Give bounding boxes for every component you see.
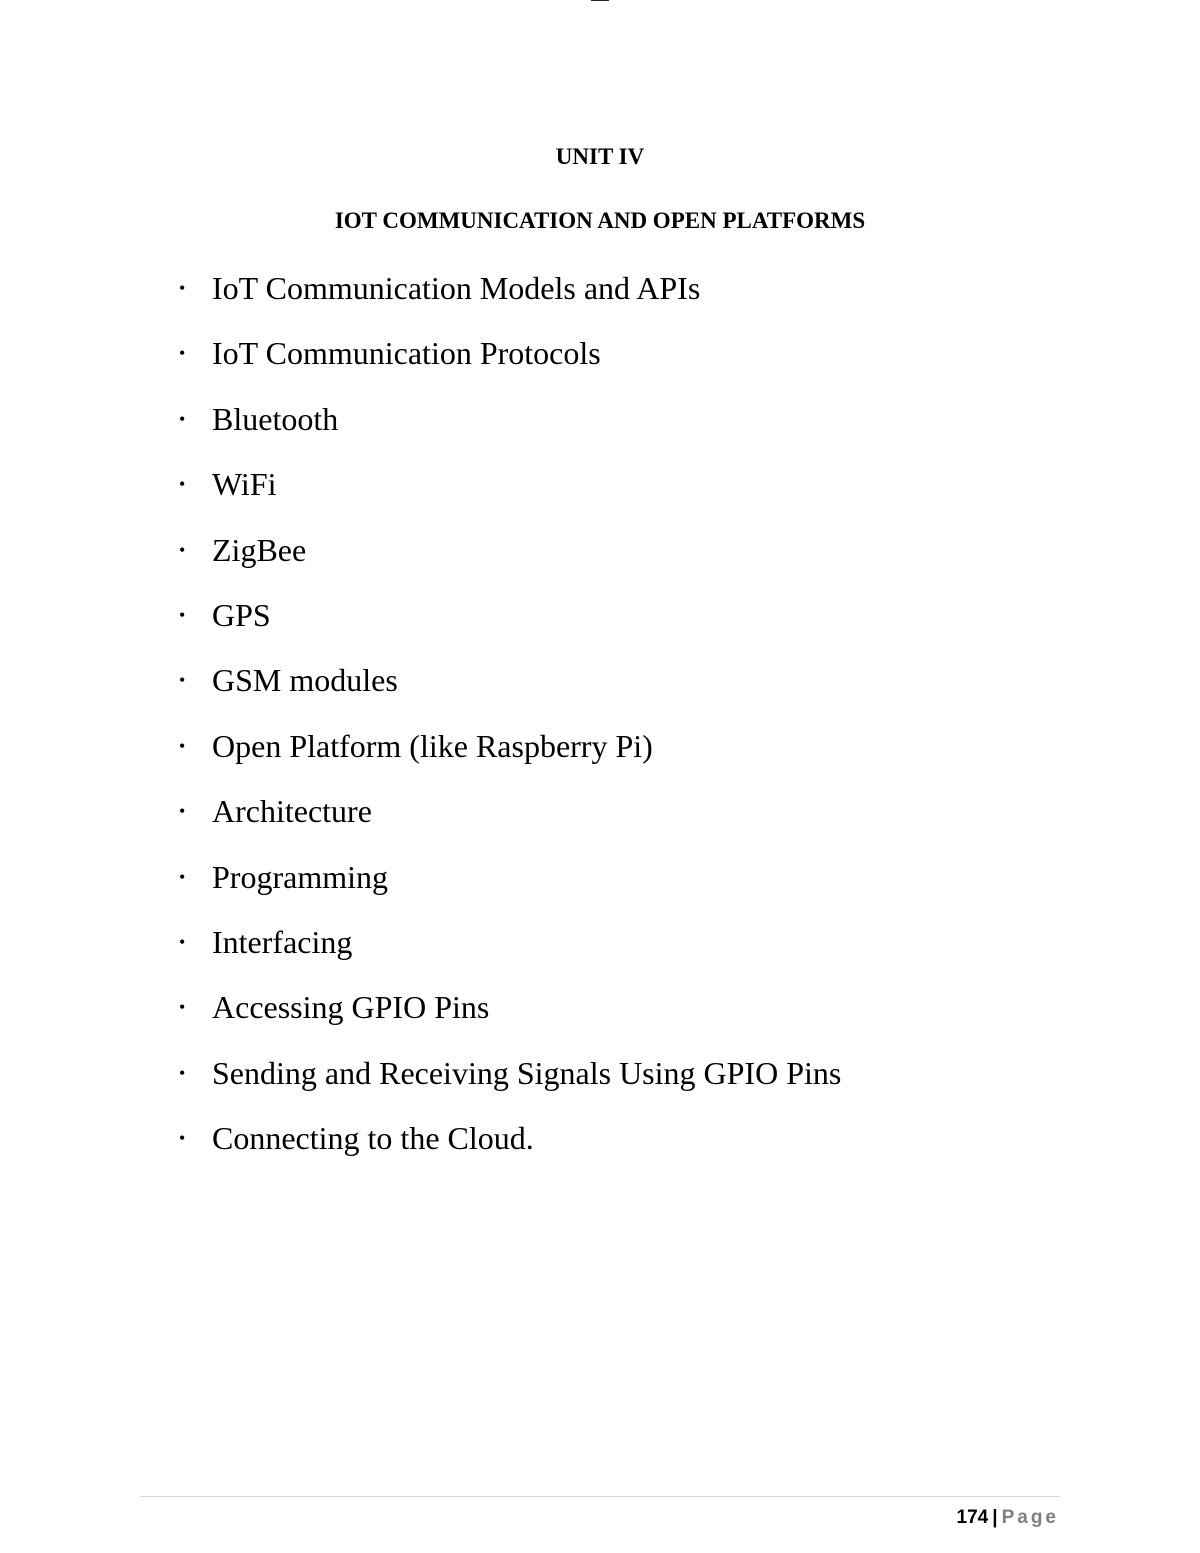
bullet-icon: • xyxy=(179,539,186,560)
list-item xyxy=(178,462,841,527)
topic-label: Bluetooth xyxy=(212,400,339,437)
topic-label: Open Platform (like Raspberry Pi) xyxy=(212,727,653,764)
footer-divider xyxy=(140,1496,1060,1497)
topic-label: Interfacing xyxy=(212,923,353,960)
topic-label: Accessing GPIO Pins xyxy=(212,989,490,1026)
bullet-icon: • xyxy=(179,474,186,495)
list-item xyxy=(178,593,841,658)
list-item xyxy=(178,397,841,462)
topic-label: IoT Communication Models and APIs xyxy=(212,270,701,306)
list-item xyxy=(178,724,841,789)
list-item xyxy=(178,528,841,593)
topic-label: Connecting to the Cloud. xyxy=(212,1120,534,1157)
list-item xyxy=(178,985,841,1050)
topic-list xyxy=(178,266,841,1181)
topic-label: GPS xyxy=(212,596,271,633)
list-item xyxy=(178,331,841,396)
page-number: 174 xyxy=(956,1507,989,1528)
bullet-icon: • xyxy=(179,670,186,691)
bullet-icon: • xyxy=(179,408,186,429)
topic-label: Architecture xyxy=(212,793,372,830)
list-item xyxy=(178,855,841,920)
bullet-icon: • xyxy=(179,931,186,952)
unit-title: UNIT IV xyxy=(555,144,645,169)
list-item xyxy=(178,789,841,854)
bullet-icon: • xyxy=(179,604,186,625)
list-item xyxy=(178,920,841,985)
topic-label: Programming xyxy=(212,858,388,895)
page-label: Page xyxy=(1001,1507,1059,1528)
topic-label: WiFi xyxy=(212,466,277,503)
topic-label: IoT Communication Protocols xyxy=(212,335,601,372)
list-item xyxy=(178,266,841,331)
list-item xyxy=(178,1116,841,1181)
bullet-icon: • xyxy=(179,735,186,756)
list-item xyxy=(178,1051,841,1116)
topic-label: GSM modules xyxy=(212,662,398,699)
unit-subtitle: IOT COMMUNICATION AND OPEN PLATFORMS xyxy=(334,208,866,233)
page-footer xyxy=(957,1506,1059,1530)
footer-separator: | xyxy=(992,1507,998,1528)
list-item xyxy=(178,658,841,723)
top-mark xyxy=(591,0,609,1)
bullet-icon: • xyxy=(179,801,186,822)
bullet-icon: • xyxy=(179,997,186,1018)
topic-label: Sending and Receiving Signals Using GPIO Pins xyxy=(212,1054,842,1091)
bullet-icon: • xyxy=(179,278,186,298)
topic-label: ZigBee xyxy=(212,531,307,568)
bullet-icon: • xyxy=(179,343,186,364)
bullet-icon: • xyxy=(179,1128,186,1149)
bullet-icon: • xyxy=(179,1062,186,1083)
bullet-icon: • xyxy=(179,866,186,887)
